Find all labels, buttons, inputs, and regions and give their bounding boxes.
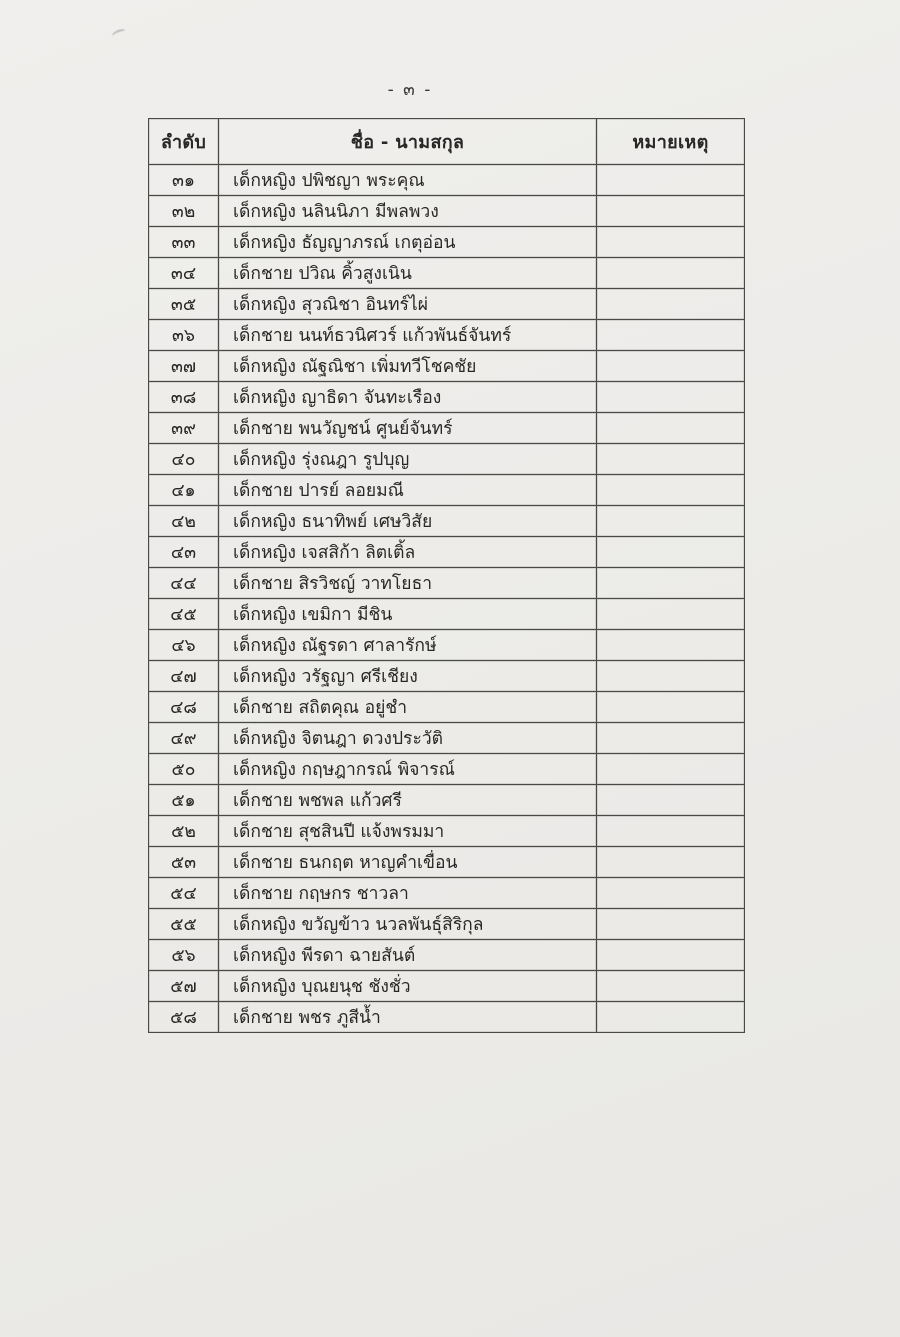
scan-artifact-mark xyxy=(111,28,127,40)
row-remark xyxy=(597,475,745,506)
row-ordinal: ๕๖ xyxy=(149,940,219,971)
table-row xyxy=(149,692,745,723)
row-fullname: เด็กชาย พนวัญชน์ ศูนย์จันทร์ xyxy=(219,413,597,444)
row-remark xyxy=(597,289,745,320)
row-ordinal: ๔๑ xyxy=(149,475,219,506)
row-ordinal: ๓๔ xyxy=(149,258,219,289)
table-row xyxy=(149,599,745,630)
row-remark xyxy=(597,258,745,289)
row-fullname: เด็กชาย กฤษกร ชาวลา xyxy=(219,878,597,909)
student-name-table xyxy=(148,118,745,1033)
row-ordinal: ๓๖ xyxy=(149,320,219,351)
row-fullname: เด็กชาย สิรวิชญ์ วาทโยธา xyxy=(219,568,597,599)
header-fullname: ชื่อ - นามสกุล xyxy=(219,119,597,165)
row-fullname: เด็กชาย ธนกฤต หาญคำเขื่อน xyxy=(219,847,597,878)
row-ordinal: ๔๔ xyxy=(149,568,219,599)
row-ordinal: ๔๖ xyxy=(149,630,219,661)
table-row xyxy=(149,847,745,878)
row-ordinal: ๕๐ xyxy=(149,754,219,785)
table-row xyxy=(149,661,745,692)
row-remark xyxy=(597,227,745,258)
row-fullname: เด็กชาย ปารย์ ลอยมณี xyxy=(219,475,597,506)
row-ordinal: ๔๓ xyxy=(149,537,219,568)
row-remark xyxy=(597,754,745,785)
table-row xyxy=(149,475,745,506)
header-ordinal: ลำดับ xyxy=(149,119,219,165)
row-fullname: เด็กชาย สถิตคุณ อยู่ชำ xyxy=(219,692,597,723)
row-ordinal: ๓๘ xyxy=(149,382,219,413)
table-row xyxy=(149,506,745,537)
row-fullname: เด็กหญิง เขมิกา มีชิน xyxy=(219,599,597,630)
row-fullname: เด็กหญิง กฤษฎากรณ์ พิจารณ์ xyxy=(219,754,597,785)
row-fullname: เด็กหญิง ขวัญข้าว นวลพันธุ์สิริกุล xyxy=(219,909,597,940)
row-fullname: เด็กหญิง เจสสิก้า ลิตเติ้ล xyxy=(219,537,597,568)
row-ordinal: ๔๕ xyxy=(149,599,219,630)
row-ordinal: ๓๓ xyxy=(149,227,219,258)
table-row xyxy=(149,723,745,754)
row-remark xyxy=(597,878,745,909)
table-row xyxy=(149,227,745,258)
row-fullname: เด็กชาย พชร ภูสีน้ำ xyxy=(219,1002,597,1033)
row-fullname: เด็กหญิง นลินนิภา มีพลพวง xyxy=(219,196,597,227)
row-remark xyxy=(597,909,745,940)
table-row xyxy=(149,1002,745,1033)
row-remark xyxy=(597,444,745,475)
table-row xyxy=(149,785,745,816)
row-fullname: เด็กชาย ปวิณ คิ้วสูงเนิน xyxy=(219,258,597,289)
row-remark xyxy=(597,351,745,382)
row-remark xyxy=(597,661,745,692)
table-row xyxy=(149,413,745,444)
row-remark xyxy=(597,506,745,537)
table-header-row xyxy=(149,119,745,165)
row-fullname: เด็กชาย สุชสินปี แจ้งพรมมา xyxy=(219,816,597,847)
table-row xyxy=(149,940,745,971)
row-fullname: เด็กชาย พชพล แก้วศรี xyxy=(219,785,597,816)
table-row xyxy=(149,320,745,351)
row-ordinal: ๔๐ xyxy=(149,444,219,475)
table-row xyxy=(149,444,745,475)
table-row xyxy=(149,196,745,227)
row-fullname: เด็กหญิง จิตนฎา ดวงประวัติ xyxy=(219,723,597,754)
row-fullname: เด็กหญิง ธนาทิพย์ เศษวิสัย xyxy=(219,506,597,537)
row-fullname: เด็กหญิง ณัฐรดา ศาลารักษ์ xyxy=(219,630,597,661)
row-ordinal: ๓๗ xyxy=(149,351,219,382)
row-ordinal: ๔๒ xyxy=(149,506,219,537)
row-ordinal: ๕๕ xyxy=(149,909,219,940)
page-number: - ๓ - xyxy=(387,80,433,100)
table-row xyxy=(149,754,745,785)
row-fullname: เด็กหญิง พีรดา ฉายสันต์ xyxy=(219,940,597,971)
row-remark xyxy=(597,940,745,971)
row-remark xyxy=(597,692,745,723)
row-fullname: เด็กหญิง วรัฐญา ศรีเชียง xyxy=(219,661,597,692)
table-body xyxy=(149,165,745,1033)
row-remark xyxy=(597,1002,745,1033)
row-ordinal: ๓๕ xyxy=(149,289,219,320)
row-fullname: เด็กหญิง บุณยนุช ชังชั่ว xyxy=(219,971,597,1002)
table-row xyxy=(149,971,745,1002)
table-row xyxy=(149,537,745,568)
row-fullname: เด็กหญิง ธัญญาภรณ์ เกตุอ่อน xyxy=(219,227,597,258)
table-row xyxy=(149,878,745,909)
row-ordinal: ๔๘ xyxy=(149,692,219,723)
row-remark xyxy=(597,847,745,878)
table-row xyxy=(149,289,745,320)
row-fullname: เด็กหญิง รุ่งณฎา รูปบุญ xyxy=(219,444,597,475)
row-remark xyxy=(597,320,745,351)
row-ordinal: ๕๓ xyxy=(149,847,219,878)
row-fullname: เด็กหญิง ณัฐณิชา เพิ่มทวีโชคชัย xyxy=(219,351,597,382)
table-row xyxy=(149,258,745,289)
row-ordinal: ๕๒ xyxy=(149,816,219,847)
table-row xyxy=(149,909,745,940)
row-remark xyxy=(597,382,745,413)
header-remark: หมายเหตุ xyxy=(597,119,745,165)
table-row xyxy=(149,351,745,382)
table-row xyxy=(149,165,745,196)
table-row xyxy=(149,816,745,847)
row-ordinal: ๓๑ xyxy=(149,165,219,196)
row-fullname: เด็กหญิง ปพิชญา พระคุณ xyxy=(219,165,597,196)
row-fullname: เด็กหญิง สุวณิชา อินทร์ไผ่ xyxy=(219,289,597,320)
row-remark xyxy=(597,723,745,754)
row-ordinal: ๓๒ xyxy=(149,196,219,227)
row-remark xyxy=(597,599,745,630)
row-ordinal: ๕๑ xyxy=(149,785,219,816)
row-remark xyxy=(597,196,745,227)
row-ordinal: ๕๘ xyxy=(149,1002,219,1033)
row-remark xyxy=(597,568,745,599)
row-fullname: เด็กหญิง ญาธิดา จันทะเรือง xyxy=(219,382,597,413)
row-remark xyxy=(597,785,745,816)
row-fullname: เด็กชาย นนท์ธวนิศวร์ แก้วพันธ์จันทร์ xyxy=(219,320,597,351)
row-ordinal: ๓๙ xyxy=(149,413,219,444)
table-row xyxy=(149,568,745,599)
row-remark xyxy=(597,630,745,661)
row-ordinal: ๕๔ xyxy=(149,878,219,909)
row-remark xyxy=(597,971,745,1002)
row-ordinal: ๔๗ xyxy=(149,661,219,692)
row-ordinal: ๕๗ xyxy=(149,971,219,1002)
row-remark xyxy=(597,816,745,847)
row-remark xyxy=(597,165,745,196)
row-remark xyxy=(597,413,745,444)
table-row xyxy=(149,630,745,661)
row-remark xyxy=(597,537,745,568)
table-row xyxy=(149,382,745,413)
row-ordinal: ๔๙ xyxy=(149,723,219,754)
